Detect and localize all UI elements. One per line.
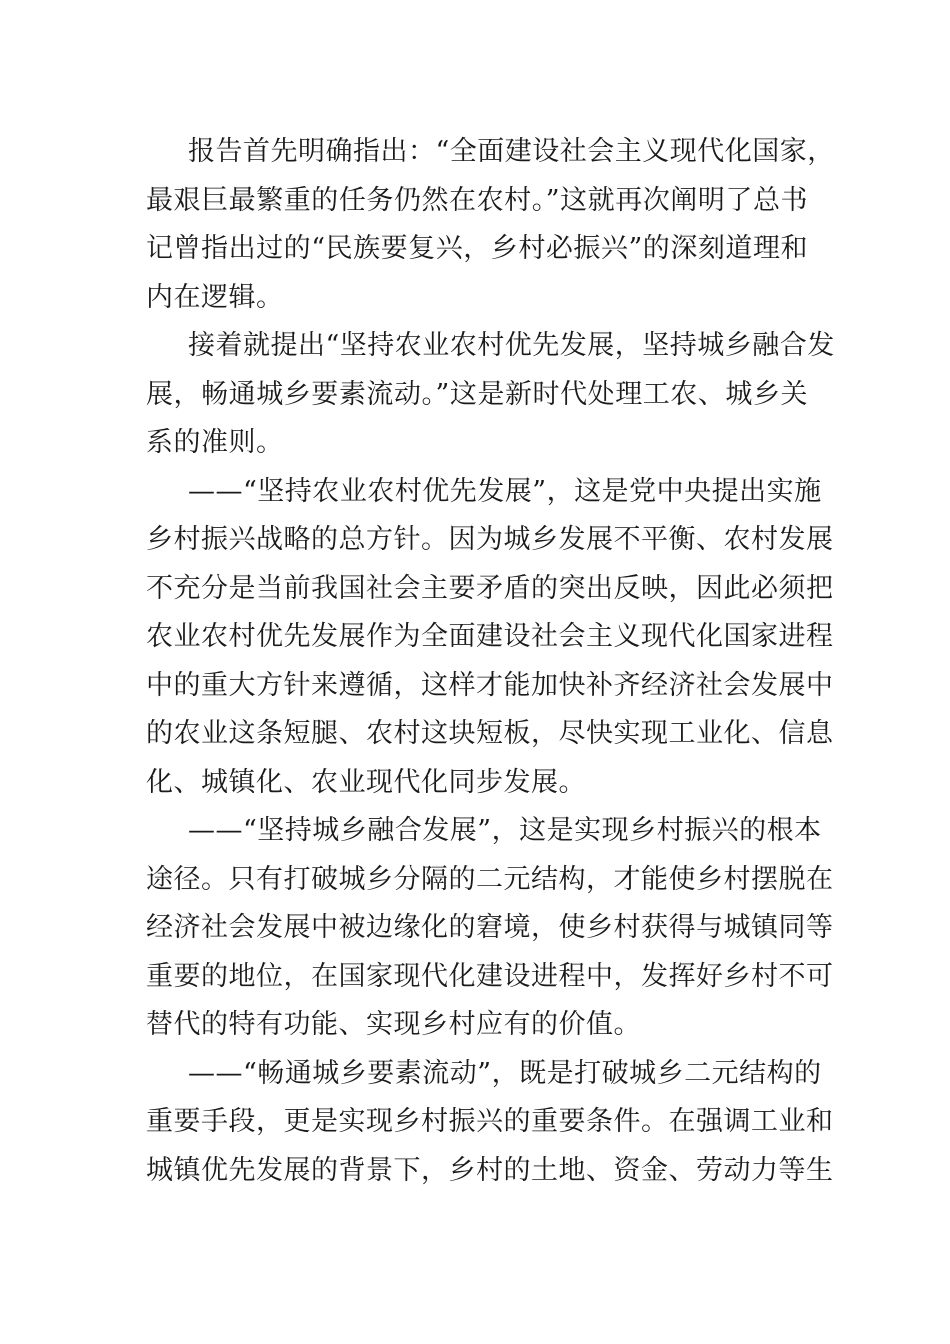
paragraph-line: 不充分是当前我国社会主要矛盾的突出反映，因此必须把 xyxy=(146,572,834,604)
paragraph-line: 乡村振兴战略的总方针。因为城乡发展不平衡、农村发展 xyxy=(146,524,834,555)
document-body xyxy=(146,128,835,1195)
paragraph-line: 城镇优先发展的背景下，乡村的土地、资金、劳动力等生 xyxy=(146,1154,834,1186)
paragraph-line: ——“坚持农业农村优先发展”，这是党中央提出实施 xyxy=(188,475,822,507)
paragraph xyxy=(146,807,834,1050)
paragraph-line: 经济社会发展中被边缘化的窘境，使乡村获得与城镇同等 xyxy=(146,912,834,943)
paragraph-line: 重要的地位，在国家现代化建设进程中，发挥好乡村不可 xyxy=(146,960,834,992)
paragraph-line: 报告首先明确指出：“全面建设社会主义现代化国家， xyxy=(188,136,835,167)
paragraph-line: ——“坚持城乡融合发展”，这是实现乡村振兴的根本 xyxy=(188,815,822,846)
paragraph xyxy=(146,322,835,468)
paragraph-line: 最艰巨最繁重的任务仍然在农村。”这就再次阐明了总书 xyxy=(146,184,808,216)
paragraph xyxy=(146,468,834,808)
paragraph-line: 化、城镇化、农业现代化同步发展。 xyxy=(146,766,586,798)
paragraph-line: 系的准则。 xyxy=(146,427,284,458)
paragraph-line: 中的重大方针来遵循，这样才能加快补齐经济社会发展中 xyxy=(146,669,834,701)
paragraph-line: 接着就提出“坚持农业农村优先发展，坚持城乡融合发 xyxy=(188,330,835,361)
paragraph xyxy=(146,128,835,322)
paragraph-line: 记曾指出过的“民族要复兴，乡村必振兴”的深刻道理和 xyxy=(146,233,808,264)
paragraph-line: 展，畅通城乡要素流动。”这是新时代处理工农、城乡关 xyxy=(146,378,808,410)
paragraph-line: 途径。只有打破城乡分隔的二元结构，才能使乡村摆脱在 xyxy=(146,863,834,895)
paragraph-line: 农业农村优先发展作为全面建设社会主义现代化国家进程 xyxy=(146,621,834,652)
paragraph-line: 内在逻辑。 xyxy=(146,281,284,313)
paragraph-line: 的农业这条短腿、农村这块短板，尽快实现工业化、信息 xyxy=(146,718,834,749)
paragraph-line: 替代的特有功能、实现乡村应有的价值。 xyxy=(146,1009,641,1040)
paragraph-line: 重要手段，更是实现乡村振兴的重要条件。在强调工业和 xyxy=(146,1106,834,1137)
paragraph-line: ——“畅通城乡要素流动”，既是打破城乡二元结构的 xyxy=(188,1057,822,1089)
paragraph xyxy=(146,1050,834,1196)
